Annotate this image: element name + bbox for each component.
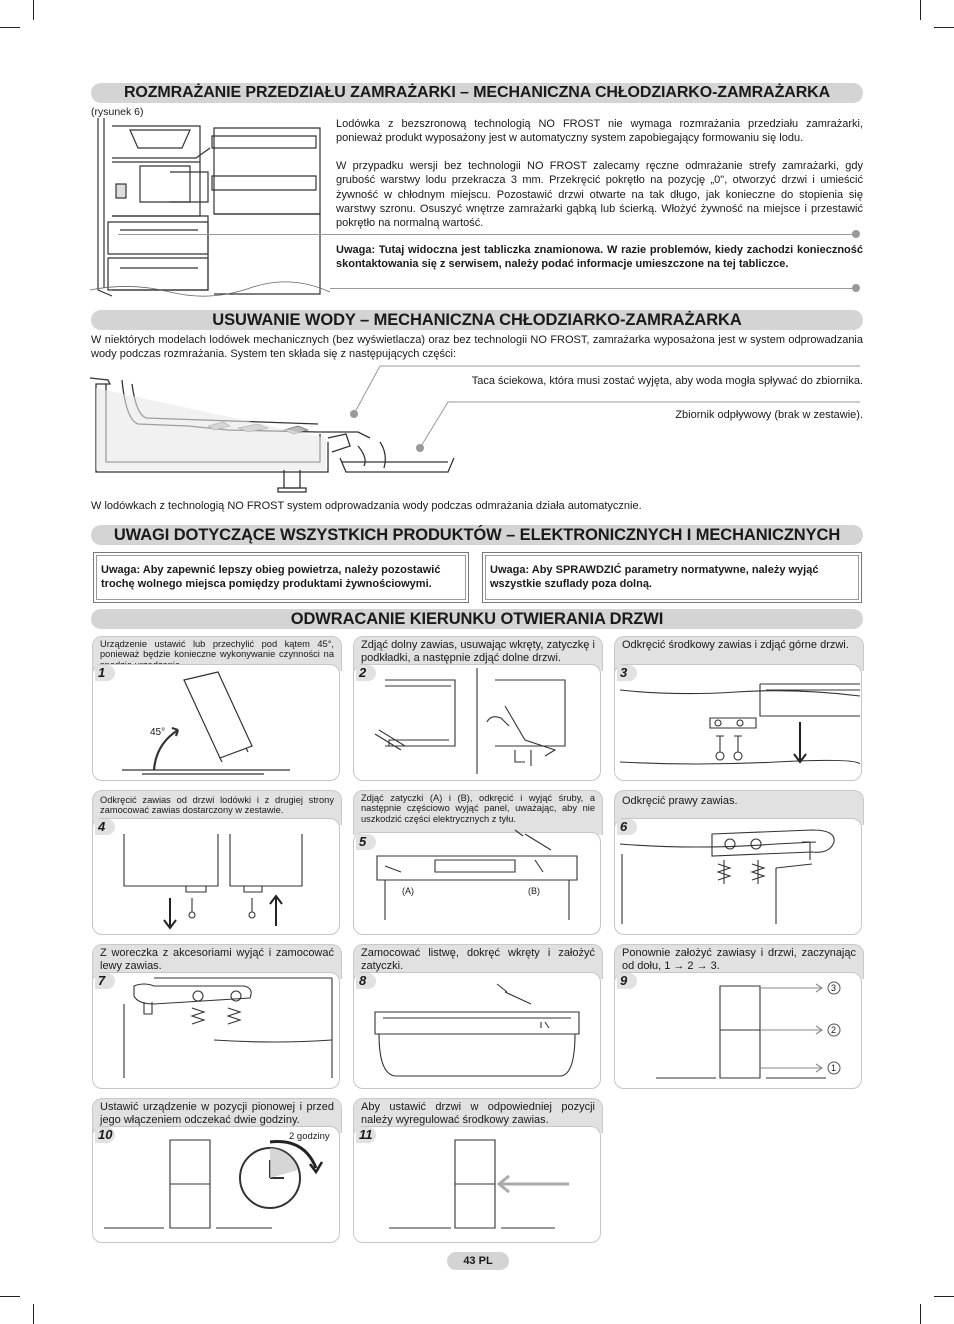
section-title-door-reversal: ODWRACANIE KIERUNKU OTWIERANIA DRZWI (91, 609, 863, 629)
step-5-number: 5 (356, 834, 376, 850)
step-8-text: Zamocować listwę, dokręć wkręty i założyć zatyczki. (361, 947, 595, 972)
step-2-illustration (355, 666, 599, 776)
crop-mark (33, 1304, 34, 1324)
crop-mark (0, 27, 20, 28)
hinge-mark-1: 1 (831, 1063, 837, 1073)
step-7-number: 7 (95, 973, 115, 989)
step-7-illustration (94, 974, 338, 1084)
step-10-illustration (94, 1128, 338, 1238)
step-11-text: Aby ustawić drzwi w odpowiedniej pozycji należy wyregulować środkowy zawias. (361, 1101, 595, 1126)
step-5 (353, 790, 603, 935)
plug-a-label: (A) (402, 886, 414, 896)
step-6 (614, 790, 864, 935)
step-6-illustration (616, 820, 860, 930)
figure-label: (rysunek 6) (91, 106, 144, 118)
step-9-number: 9 (617, 973, 637, 989)
step-10-number: 10 (95, 1127, 115, 1143)
callout-dot (852, 284, 860, 292)
crop-mark (934, 27, 954, 28)
step-11-illustration (355, 1128, 599, 1238)
step-3 (614, 636, 864, 781)
plug-b-label: (B) (528, 886, 540, 896)
step-1 (92, 636, 342, 781)
step-10 (92, 1098, 342, 1243)
step-8-number: 8 (356, 973, 376, 989)
step-9-illustration (616, 974, 860, 1084)
step-4 (92, 790, 342, 935)
crop-mark (920, 1304, 921, 1324)
step-1-illustration (94, 666, 338, 776)
step-6-text: Odkręcić prawy zawias. (622, 795, 738, 807)
hinge-mark-2: 2 (831, 1025, 837, 1035)
fridge-interior-illustration (90, 118, 330, 300)
drawers-note (482, 552, 862, 603)
step-7-text: Z woreczka z akcesoriami wyjąć i zamocować lewy zawias. (100, 947, 334, 972)
section-title-water-removal: USUWANIE WODY – MECHANICZNA CHŁODZIARKO-ZAMRAŻARKA (91, 310, 863, 330)
step-4-number: 4 (95, 819, 115, 835)
callout-dot (852, 230, 860, 238)
drip-tray-label: Taca ściekowa, która musi zostać wyjęta, aby woda mogła spływać do zbiornika. (471, 375, 863, 387)
step-6-number: 6 (617, 819, 637, 835)
angle-label: 45° (150, 727, 166, 738)
step-5-text: Zdjąć zatyczki (A) i (B), odkręcić i wyjąć śruby, a następnie częściowo wyjąć panel, uważając, aby nie uszkodzić części elektrycznych z tyłu. (361, 793, 595, 824)
crop-mark (934, 1296, 954, 1297)
water-intro: W niektórych modelach lodówek mechanicznych (bez wyświetlacza) oraz bez technologii NO FROST, zamrażarka wyposażona jest w system odprowadzania wody podczas rozmrażania. System ten składa się z następujących części: (91, 334, 863, 361)
step-1-text: Urządzenie ustawić lub przechylić pod kątem 45°, ponieważ będzie konieczne wykonywanie czynności na (100, 639, 334, 660)
page-number: 43 PL (447, 1252, 509, 1270)
step-4-text: Odkręcić zawias od drzwi lodówki i z drugiej strony zamocować zawias dostarczony w zestawie. (100, 795, 334, 816)
two-hours-label: 2 godziny (289, 1131, 330, 1142)
step-7 (92, 944, 342, 1089)
airflow-note (93, 552, 469, 603)
step-10-text: Ustawić urządzenie w pozycji pionowej i przed jego włączeniem odczekać dwie godziny. (100, 1101, 334, 1126)
step-2 (353, 636, 603, 781)
defrost-paragraph-1: Lodówka z bezszronową technologią NO FROST nie wymaga rozmrażania przedziału zamrażarki, ponieważ produkt wyposażony jest w automatyczny system zapobiegający formowaniu się lodu. (336, 118, 863, 145)
crop-mark (33, 0, 34, 20)
callout-line (330, 288, 858, 289)
hinge-mark-3: 3 (831, 983, 837, 993)
crop-mark (920, 0, 921, 20)
step-9 (614, 944, 864, 1089)
callout-line (118, 234, 858, 235)
step-2-text: Zdjąć dolny zawias, usuwając wkręty, zatyczkę i podkładki, a następnie zdjąć dolne drzwi. (361, 639, 595, 664)
rating-plate-note: Uwaga: Tutaj widoczna jest tabliczka znamionowa. W razie problemów, kiedy zachodzi konieczność skontaktowania się z serwisem, należy podać informacje umieszczone na tej tabliczce. (336, 244, 863, 271)
step-5-illustration (355, 820, 599, 930)
defrost-paragraph-2: W przypadku wersji bez technologii NO FROST zalecamy ręczne odmrażanie strefy zamrażarki, gdy grubość warstwy lodu przekracza 3 mm. Przekręcić pokrętło na pozycję „0", otworzyć drzwi i umieścić żywność w chłodnym miejscu. Pozostawić drzwi otwarte na tak długo, jak konieczne do stopienia się warstwy szronu. Osuszyć wnętrze zamrażarki gąbką lub ścierką. Włożyć żywność na miejsce i przestawić pokrętło na normalną wartość. (336, 160, 863, 230)
drawers-note-text: Uwaga: Aby SPRAWDZIĆ parametry normatywne, należy wyjąć wszystkie szuflady poza dolną. (485, 555, 859, 600)
step-9-text: Ponownie założyć zawiasy i drzwi, zaczynając od dołu, 1 → 2 → 3. (622, 947, 856, 972)
section-title-defrosting: ROZMRAŻANIE PRZEDZIAŁU ZAMRAŻARKI – MECHANICZNA CHŁODZIARKO-ZAMRAŻARKA (91, 83, 863, 103)
drain-tank-label: Zbiornik odpływowy (brak w zestawie). (675, 409, 863, 421)
step-1-number: 1 (95, 665, 115, 681)
step-11 (353, 1098, 603, 1243)
step-3-illustration (616, 666, 860, 776)
step-3-text: Odkręcić środkowy zawias i zdjąć górne drzwi. (622, 639, 849, 651)
crop-mark (0, 1296, 20, 1297)
step-4-illustration (94, 820, 338, 930)
step-8 (353, 944, 603, 1089)
step-8-illustration (355, 974, 599, 1084)
step-11-number: 11 (356, 1127, 376, 1143)
nofrost-drain-note: W lodówkach z technologią NO FROST system odprowadzania wody podczas odmrażania działa automatycznie. (91, 500, 642, 512)
step-2-number: 2 (356, 665, 376, 681)
section-title-all-products: UWAGI DOTYCZĄCE WSZYSTKICH PRODUKTÓW – ELEKTRONICZNYCH I MECHANICZNYCH (91, 525, 863, 545)
airflow-note-text: Uwaga: Aby zapewnić lepszy obieg powietrza, należy pozostawić trochę wolnego miejsca pomiędzy produktami żywnościowymi. (96, 555, 466, 600)
step-3-number: 3 (617, 665, 637, 681)
